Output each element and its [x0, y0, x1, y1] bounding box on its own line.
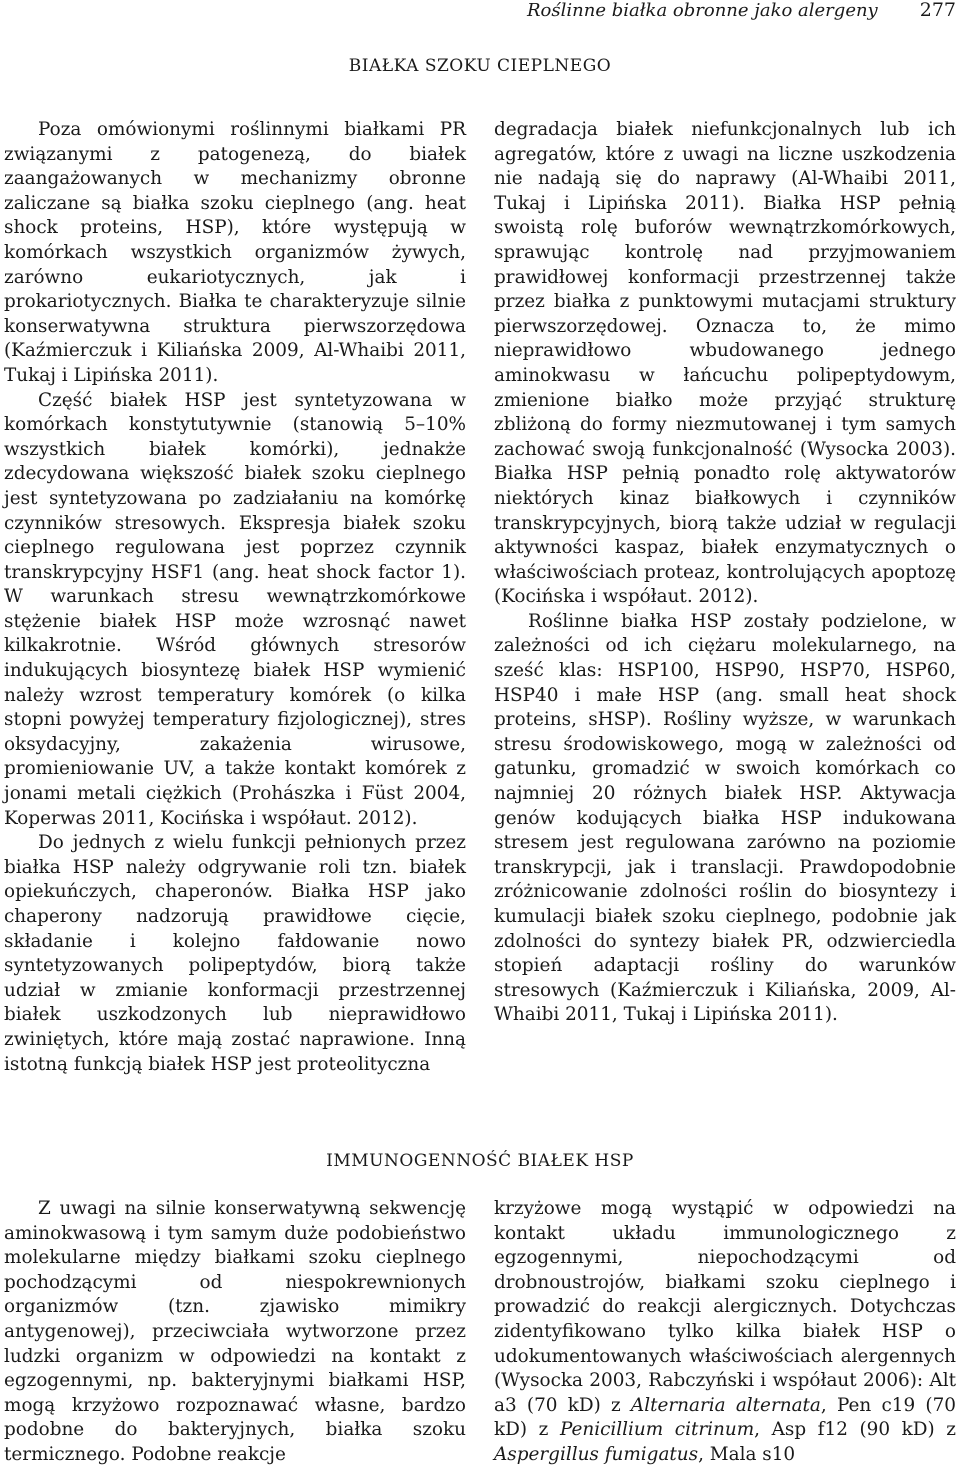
section-title-hsp-immunogenicity: IMMUNOGENNOŚĆ BIAŁEK HSP [326, 1151, 634, 1171]
species-name: Penicillium citrinum [559, 1419, 755, 1441]
text-run: , Pen c19 (70 kD) z [494, 1394, 956, 1441]
text-run: , Mala s10 [698, 1443, 796, 1465]
section2-left-column [4, 1197, 466, 1468]
page-number: 277 [919, 0, 956, 21]
section1-right-column [494, 118, 956, 1028]
species-name: Alternaria alternata [630, 1394, 821, 1416]
species-name: Aspergillus fumigatus [494, 1443, 699, 1465]
running-title: Roślinne białka obronne jako alergeny [527, 0, 878, 21]
paragraph [494, 1197, 956, 1468]
text-run: krzyżowe mogą wystąpić w odpowiedzi na kontakt układu immunologicznego z egzogennymi, niepochodzącymi od drobnoustrojów, białkami szoku cieplnego i prowadzić do reakcji alergicznych. Dotychczas zidentyfikowano tylko kilka białek HSP o udokumentowanych właściwościach alergennych (Wysocka 2003, Rabczyński i współaut 2006): Alt a3 (70 kD) z [494, 1198, 956, 1416]
paragraph: Roślinne białka HSP zostały podzielone, w zależności od ich ciężaru molekularnego, na sześć klas: HSP100, HSP90, HSP70, HSP60, HSP40 i małe HSP (ang. small heat shock proteins, sHSP). Rośliny wyższe, w warunkach stresu środowiskowego, mogą w zależności od gatunku, gromadzić w swoich komórkach co najmniej 20 różnych białek HSP. Aktywacja genów kodujących białka HSP indukowana stresem jest regulowana zarówno na poziomie transkrypcji, jak i translacji. Prawdopodobnie zróżnicowanie zdolności roślin do biosyntezy i kumulacji białek szoku cieplnego, podobnie jak zdolności do syntezy białek PR, odzwierciedla stopień adaptacji rośliny do warunków stresowych (Kaźmierczuk i Kiliańska, 2009, Al-Whaibi 2011, Tukaj i Lipińska 2011). [494, 610, 956, 1026]
running-head [0, 0, 960, 20]
paragraph: Poza omówionymi roślinnymi białkami PR związanymi z patogenezą, do białek zaangażowanych w mechanizmy obronne zaliczane są białka szoku cieplnego (ang. heat shock proteins, HSP), które występują w komórkach wszystkich organizmów żywych, zarówno eukariotycznych, jak i prokariotycznych. Białka te charakteryzuje silnie konserwatywna struktura pierwszorzędowa (Kaźmierczuk i Kiliańska 2009, Al-Whaibi 2011, Tukaj i Lipińska 2011). [4, 119, 466, 386]
section2-right-column [494, 1197, 956, 1468]
text-run: , Asp f12 (90 kD) z [754, 1419, 956, 1441]
paragraph: Do jednych z wielu funkcji pełnionych przez białka HSP należy odgrywanie roli tzn. białek opiekuńczych, chaperonów. Białka HSP jako chaperony nadzorują prawidłowe cięcie, składanie i kolejno fałdowanie nowo syntetyzowanych polipeptydów, biorą także udział w zmianie konformacji przestrzennej białek uszkodzonych lub nieprawidłowo zwiniętych, które mają zostać naprawione. Inną istotną funkcją białek HSP jest proteolityczna [4, 832, 466, 1075]
paragraph: Część białek HSP jest syntetyzowana w komórkach konstytutywnie (stanowią 5–10% wszystkich białek komórki), jednakże zdecydowana większość białek szoku cieplnego jest syntetyzowana po zadziałaniu na komórkę czynników stresowych. Ekspresja białek szoku cieplnego regulowana jest poprzez czynnik transkrypcyjny HSF1 (ang. heat shock factor 1). W warunkach stresu wewnątrzkomórkowe stężenie białek HSP może wzrosnąć nawet kilkakrotnie. Wśród głównych stresorów indukujących biosyntezę białek HSP wymienić należy wzrost temperatury komórek (o kilka stopni powyżej temperatury fizjologicznej), stres oksydacyjny, zakażenia wirusowe, promieniowanie UV, a także kontakt komórek z jonami metali ciężkich (Prohászka i Füst 2004, Koperwas 2011, Kocińska i współaut. 2012). [4, 389, 466, 829]
paragraph: degradacja białek niefunkcjonalnych lub ich agregatów, które z uwagi na liczne uszkodzenia nie nadają się do naprawy (Al-Whaibi 2011, Tukaj i Lipińska 2011). Białka HSP pełnią swoistą rolę buforów wewnątrzkomórkowych, sprawując kontrolę nad przyjmowaniem prawidłowej konformacji przestrzennej także przez białka z punktowymi mutacjami struktury pierwszorzędowej. Oznacza to, że mimo nieprawidłowo wbudowanego jednego aminokwasu w łańcuchu polipeptydowym, zmienione białko może przyjąć strukturę zbliżoną do formy niezmutowanej i tym samych zachować swoją funkcjonalność (Wysocka 2003). Białka HSP pełnią ponadto rolę aktywatorów niektórych kinaz białkowych i czynników transkrypcyjnych, biorą także udział w regulacji aktywności kaspaz, białek enzymatycznych o właściwościach proteaz, kontrolujących apoptozę (Kocińska i współaut. 2012). [494, 119, 956, 608]
paragraph: Z uwagi na silnie konserwatywną sekwencję aminokwasową i tym samym duże podobieństwo molekularne między białkami szoku cieplnego pochodzącymi od niespokrewnionych organizmów (tzn. zjawisko mimikry antygenowej), przeciwciała wytworzone przez ludzki organizm w odpowiedzi na kontakt z egzogennymi, np. bakteryjnymi białkami HSP, mogą krzyżowo rozpoznawać własne, bardzo podobne do bakteryjnych, białka szoku termicznego. Podobne reakcje [4, 1198, 466, 1465]
section1-left-column [4, 118, 466, 1077]
section-title-heat-shock-proteins: BIAŁKA SZOKU CIEPLNEGO [348, 56, 612, 76]
